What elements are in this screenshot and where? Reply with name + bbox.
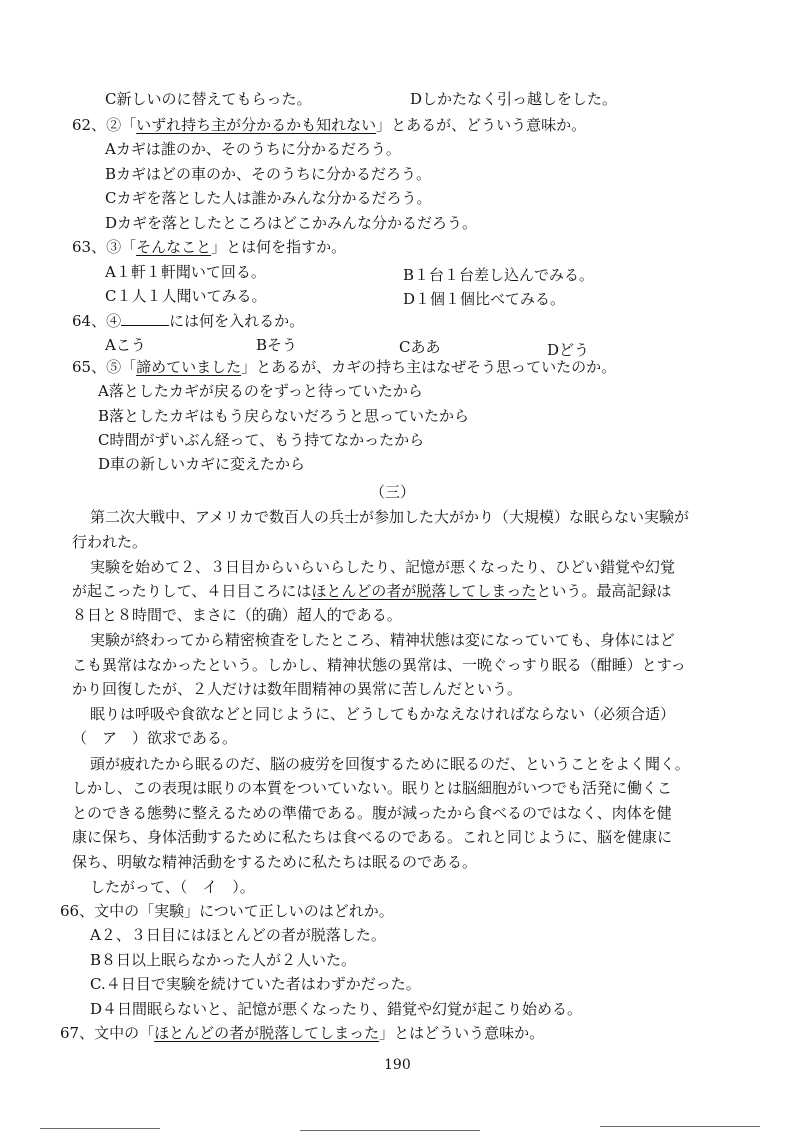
passage-line: したがって、（ イ ）。 (90, 878, 255, 896)
passage-line: 実験が終わってから精密検査をしたところ、精神状態は変になっていても、身体にはど (90, 631, 675, 649)
passage-line: しかし、この表現は眠りの本質をついていない。眠りとは脳細胞がいつでも活発に働くこ (72, 779, 673, 797)
passage-line (72, 584, 671, 599)
option-63-c: C１人１人聞いてみる。 (105, 287, 267, 305)
option-66-c: C.４日目で実験を続けていた者はわずかだった。 (90, 975, 421, 993)
option-62-a: Aカギは誰のか、そのうちに分かるだろう。 (105, 140, 401, 158)
option-62-prev-d: Dしかたなく引っ越しをした。 (410, 90, 618, 108)
question-63-quote: そんなこと (136, 238, 212, 256)
passage-segment: が起こったりして、４日目ころには (72, 582, 312, 600)
passage-underlined-phrase: ほとんどの者が脱落してしまった (311, 582, 537, 600)
option-64-b: Bそう (256, 336, 298, 354)
answer-blank (121, 313, 169, 326)
option-66-b: B８日以上眠らなかった人が２人いた。 (90, 951, 357, 969)
passage-line: 第二次大戦中、アメリカで数百人の兵士が参加した大がかり（大規模）な眠らない実験が (90, 508, 689, 526)
option-63-d: D１個１個比べてみる。 (403, 290, 566, 308)
question-66: 66、文中の「実験」について正しいのはどれか。 (60, 902, 394, 920)
question-62-quote: いずれ持ち主が分かるかも知れない (136, 116, 377, 134)
option-66-a: A２、３日目にはほとんどの者が脱落した。 (90, 926, 386, 944)
passage-line: 眠りは呼吸や食欲などと同じように、どうしてもかなえなければならない（必须合适） (90, 705, 676, 723)
passage-line: ８日と８時間で、まさに（的确）超人的である。 (72, 606, 402, 624)
scan-edge-line (40, 1128, 160, 1129)
question-65 (72, 360, 616, 375)
question-67 (60, 1026, 544, 1041)
scan-edge-line (600, 1126, 760, 1127)
passage-line: 頭が疲れたから眠るのだ、脳の疲労を回復するために眠るのだ、ということをよく聞く。 (90, 755, 690, 773)
passage-line: こも異常はなかったという。しかし、精神状態の異常は、一晩ぐっすり眠る（酣睡）とすっ (72, 656, 686, 674)
option-63-a: A１軒１軒聞いて回る。 (105, 263, 266, 281)
passage-line: 実験を始めて２、３日目からいらいらしたり、記憶が悪くなったり、ひどい錯覚や幻覚 (90, 558, 676, 576)
option-65-b: B落としたカギはもう戻らないだろうと思っていたから (98, 407, 470, 425)
passage-segment: という。最高記録は (536, 582, 672, 600)
option-65-d: D車の新しいカギに変えたから (98, 455, 306, 473)
option-63-b: B１台１台差し込んでみる。 (403, 266, 595, 284)
option-66-d: D４日間眠らないと、記憶が悪くなったり、錯覚や幻覚が起こり始める。 (90, 1000, 583, 1018)
question-63-suffix: 」とは何を指すか。 (211, 238, 347, 256)
page-number: 190 (384, 1057, 411, 1073)
question-63 (72, 240, 346, 255)
section-heading: （三） (370, 483, 416, 501)
passage-line: 保ち、明敏な精神活動をするために私たちは眠るのである。 (72, 853, 478, 871)
question-63-prefix: 63、③「 (72, 238, 137, 256)
option-62-c: Cカギを落とした人は誰かみんな分かるだろう。 (105, 189, 432, 207)
option-62-prev-c: C新しいのに替えてもらった。 (105, 90, 312, 108)
passage-line: とのできる態勢に整えるための準備である。腹が減ったから食べるのではなく、肉体を健 (72, 804, 672, 822)
option-65-c: C時間がずいぶん経って、もう持てなかったから (98, 431, 425, 449)
option-62-d: Dカギを落としたところはどこかみんな分かるだろう。 (105, 214, 478, 232)
question-62-prefix: 62、②「 (72, 116, 137, 134)
question-65-quote: 諦めていました (136, 358, 242, 376)
option-64-d: Dどう (547, 341, 590, 359)
passage-line: （ ア ）欲求である。 (72, 729, 238, 747)
option-65-a: A落としたカギが戻るのをずっと待っていたから (98, 382, 423, 400)
question-62 (72, 118, 586, 133)
question-65-suffix: 」とあるが、カギの持ち主はなぜそう思っていたのか。 (241, 358, 617, 376)
option-64-c: Cああ (399, 338, 441, 356)
passage-line: 康に保ち、身体活動するために私たちは食べるのである。これと同じように、脳を健康に (72, 828, 673, 846)
passage-line: 行われた。 (72, 533, 148, 551)
question-64-suffix: には何を入れるか。 (169, 312, 305, 330)
question-67-quote: ほとんどの者が脱落してしまった (154, 1024, 380, 1042)
question-64 (72, 313, 304, 329)
question-65-prefix: 65、⑤「 (72, 358, 137, 376)
question-67-suffix: 」とはどういう意味か。 (379, 1024, 545, 1042)
option-64-a: Aこう (105, 336, 146, 354)
scan-edge-line (300, 1130, 480, 1131)
question-67-prefix: 67、文中の「 (60, 1024, 155, 1042)
question-64-prefix: 64、④ (72, 312, 122, 330)
option-62-b: Bカギはどの車のか、そのうちに分かるだろう。 (105, 165, 432, 183)
question-62-suffix: 」とあるが、どういう意味か。 (376, 116, 587, 134)
passage-line: かり回復したが、２人だけは数年間精神の異常に苦しんだという。 (72, 680, 523, 698)
